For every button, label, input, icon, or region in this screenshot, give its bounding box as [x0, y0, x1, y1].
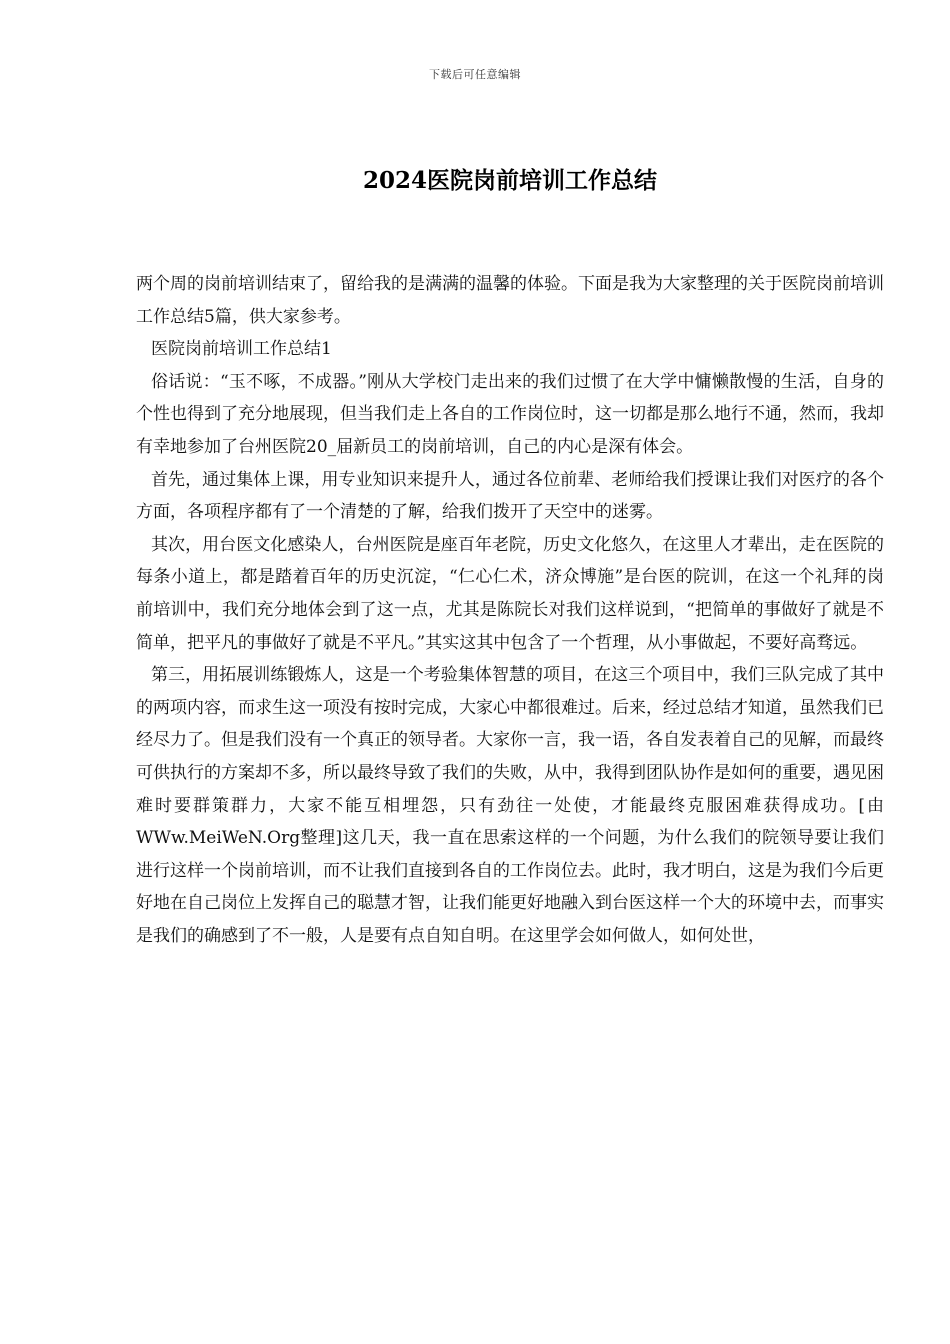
intro-paragraph: 两个周的岗前培训结束了，留给我的是满满的温馨的体验。下面是我为大家整理的关于医院岗前培训工作总结5篇，供大家参考。: [136, 274, 884, 327]
header-note: 下载后可任意编辑: [429, 68, 521, 81]
body-paragraph: 首先，通过集体上课，用专业知识来提升人，通过各位前辈、老师给我们授课让我们对医疗的各个方面，各项程序都有了一个清楚的了解，给我们拨开了天空中的迷雾。: [136, 469, 884, 523]
body-paragraph: 俗话说：“玉不啄，不成器。”刚从大学校门走出来的我们过惯了在大学中慵懒散慢的生活，自身的个性也得到了充分地展现，但当我们走上各自的工作岗位时，这一切都是那么地行不通，然而，我却有幸地参加了台州医院20_届新员工的岗前培训，自己的内心是深有体会。: [136, 371, 884, 457]
document-body: [136, 268, 884, 952]
section-heading: 医院岗前培训工作总结1: [151, 339, 332, 360]
document-title: 2024医院岗前培训工作总结: [362, 167, 657, 194]
body-paragraph: 第三，用拓展训练锻炼人，这是一个考验集体智慧的项目，在这三个项目中，我们三队完成了其中的两项内容，而求生这一项没有按时完成，大家心中都很难过。后来，经过总结才知道，虽然我们已经尽力了。但是我们没有一个真正的领导者。大家你一言，我一语，各自发表着自己的见解，而最终可供执行的方案却不多，所以最终导致了我们的失败，从中，我得到团队协作是如何的重要，遇见困难时要群策群力，大家不能互相埋怨，只有劲往一处使，才能最终克服困难获得成功。[由WWw.MeiWeN.Org整理]这几天，我一直在思索这样的一个问题，为什么我们的院领导要让我们进行这样一个岗前培训，而不让我们直接到各自的工作岗位去。此时，我才明白，这是为我们今后更好地在自己岗位上发挥自己的聪慧才智，让我们能更好地融入到台医这样一个大的环境中去，而事实是我们的确感到了不一般，人是要有点自知自明。在这里学会如何做人，如何处世，: [136, 665, 884, 946]
body-paragraph: 其次，用台医文化感染人，台州医院是座百年老院，历史文化悠久，在这里人才辈出，走在医院的每条小道上，都是踏着百年的历史沉淀，“仁心仁术，济众博施”是台医的院训，在这一个礼拜的岗前培训中，我们充分地体会到了这一点，尤其是陈院长对我们这样说到，“把简单的事做好了就是不简单，把平凡的事做好了就是不平凡。”其实这其中包含了一个哲理，从小事做起，不要好高骛远。: [136, 534, 884, 653]
